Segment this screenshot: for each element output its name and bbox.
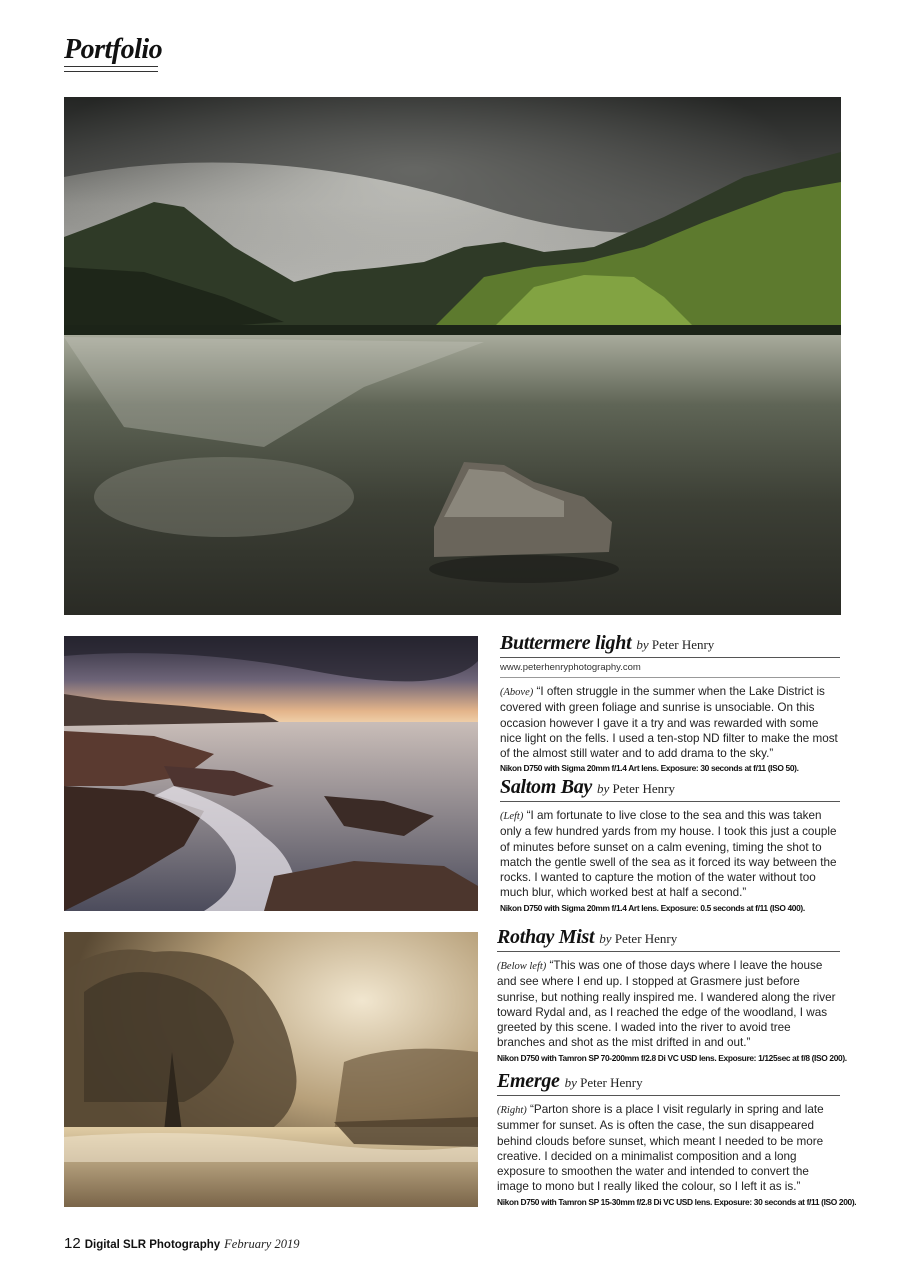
entry-buttermere-light xyxy=(500,632,840,773)
photo-buttermere xyxy=(64,97,841,615)
entry-title: Saltom Bay xyxy=(500,776,593,798)
entry-quote: “I often struggle in the summer when the Lake District is covered with green foliage and sunrise is unsociable. On this occasion however I gave it a try and was rewarded with some nice light on the fells. I used a ten-stop ND filter to make the most of the almost still water and to add drama to the sky.” xyxy=(500,685,838,761)
entry-saltom-bay xyxy=(500,776,840,913)
entry-emerge xyxy=(497,1070,857,1207)
entry-rothay-mist xyxy=(497,926,847,1063)
entry-quote: “I am fortunate to live close to the sea and this was taken only a few hundred yards from my house. I took this just a couple of minutes before sunset on a calm evening, timing the shot to match the gentle swell of the sea as it forced its way between the rocks. I wanted to capture the motion of the water without too much blur, which worked best at half a second.” xyxy=(500,809,837,900)
entry-byline: by Peter Henry xyxy=(597,781,675,796)
camera-settings: Nikon D750 with Tamron SP 15-30mm f/2.8 Di VC USD lens. Exposure: 30 seconds at f/11 (ISO 200). xyxy=(497,1196,857,1207)
image-reference: (Below left) xyxy=(497,961,547,972)
page-footer xyxy=(64,1235,299,1252)
entry-byline: by Peter Henry xyxy=(564,1075,643,1090)
photo-rothay-mist xyxy=(64,932,478,1207)
image-reference: (Left) xyxy=(500,811,524,822)
entry-header xyxy=(500,776,840,802)
camera-settings: Nikon D750 with Sigma 20mm f/1.4 Art lens. Exposure: 0.5 seconds at f/11 (ISO 400). xyxy=(500,902,805,913)
entry-caption xyxy=(500,808,840,901)
entry-caption xyxy=(497,958,840,1051)
page-number: 12 xyxy=(64,1235,81,1252)
entry-header xyxy=(497,926,840,952)
camera-settings: Nikon D750 with Sigma 20mm f/1.4 Art lens. Exposure: 30 seconds at f/11 (ISO 50). xyxy=(500,763,799,774)
entry-header xyxy=(497,1070,840,1096)
photo-saltom-bay xyxy=(64,636,478,911)
entry-quote: “Parton shore is a place I visit regularly in spring and late summer for sunset. As is often the case, the sun disappeared behind clouds before sunset, which meant I needed to be more creative. I decided on a minimalist composition and a long exposure to smoothen the water and intended to convert the image to mono but I really liked the colour, so I left it as is.” xyxy=(497,1103,824,1194)
magazine-name: Digital SLR Photography xyxy=(84,1239,221,1251)
entry-header xyxy=(500,632,840,658)
photographer-website[interactable]: www.peterhenryphotography.com xyxy=(500,658,840,678)
entry-caption xyxy=(500,684,840,761)
entry-byline: by Peter Henry xyxy=(636,637,715,652)
entry-quote: “This was one of those days where I leave the house and see where I end up. I stopped at Grasmere just before sunrise, but nothing really inspired me. I wandered along the river toward Rydal and, as I reached the edge of the woodland, I was greeted by this scene. I waded into the river to avoid tree branches and shot as the mist drifted in and out.” xyxy=(497,959,836,1050)
entry-caption xyxy=(497,1102,840,1195)
entry-title: Emerge xyxy=(497,1070,560,1092)
camera-settings: Nikon D750 with Tamron SP 70-200mm f/2.8 Di VC USD lens. Exposure: 1/125sec at f/8 (ISO 200). xyxy=(497,1052,847,1063)
section-title-underline xyxy=(64,66,158,72)
entry-byline: by Peter Henry xyxy=(599,931,678,946)
section-title: Portfolio xyxy=(64,34,163,65)
entry-title: Buttermere light xyxy=(500,632,632,654)
image-reference: (Above) xyxy=(500,687,534,698)
entry-title: Rothay Mist xyxy=(497,926,595,948)
image-reference: (Right) xyxy=(497,1105,527,1116)
issue-date: February 2019 xyxy=(224,1237,300,1251)
